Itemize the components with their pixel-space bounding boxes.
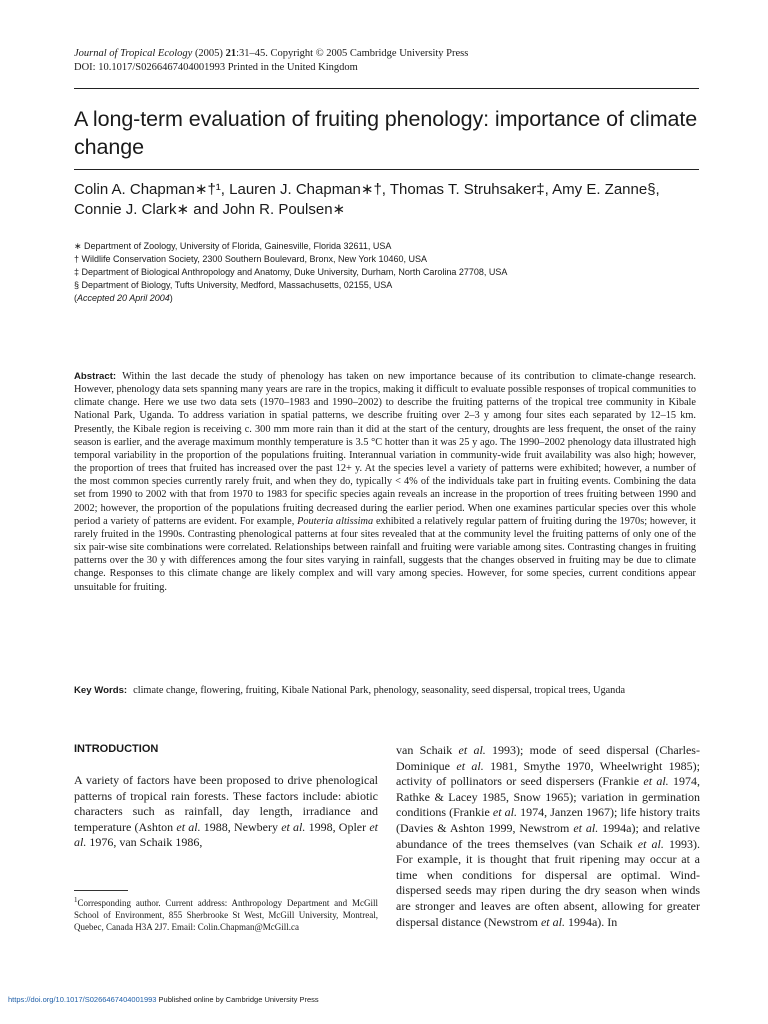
accepted-date-text: Accepted 20 April 2004 (77, 293, 170, 303)
text-run: 1976, van Schaik 1986, (86, 835, 203, 850)
journal-citation-line (74, 47, 694, 61)
keywords (74, 684, 696, 698)
affiliation-2: † Wildlife Conservation Society, 2300 Southern Boulevard, Bronx, New York 10460, USA (74, 254, 428, 264)
keywords-label: Key Words: (74, 685, 128, 696)
published-online-text: Published online by Cambridge University Press (156, 995, 319, 1004)
abstract-text-2: exhibited a relatively regular pattern of fruiting during the 1970s; however, it rarely fruited in the 1990s. Contrasting phenological patterns at four sites revealed that at the community level the fruiting patterns of only one of the six pair-wise site combinations were correlated. Relationships between rainfall and fruiting were variable among sites. Contrasting changes in fruiting patterns over the 30 y with differences among the four sites varying in rainfall, suggests that the changes observed in fruiting may be due to climate change. Responses to this climate change are likely complex and will vary among species. However, for some species, current conditions appear unsuitable for fruiting. (74, 515, 697, 593)
author-line-1: Colin A. Chapman∗†¹, Lauren J. Chapman∗†, Thomas T. Struhsaker‡, Amy E. Zanne§, (74, 181, 660, 198)
header-rule (74, 88, 699, 89)
keywords-text: climate change, flowering, fruiting, Kibale National Park, phenology, seasonality, seed dispersal, tropical trees, Uganda (133, 685, 626, 696)
abstract (74, 370, 696, 594)
text-run: 1981, Smythe 1970, Wheelwright 1985); activity of pollinators or seed dispersers (Frankie (396, 758, 701, 789)
footnote (74, 894, 378, 934)
affiliation-1: ∗ Department of Zoology, University of Florida, Gainesville, Florida 32611, USA (74, 241, 392, 251)
journal-doi-line: DOI: 10.1017/S0266467404001993 Printed in the United Kingdom (74, 61, 358, 73)
journal-name: Journal of Tropical Ecology (74, 48, 193, 59)
text-run: 1994a); and relative abundance of the trees themselves (van Schaik (396, 820, 701, 851)
text-run: van Schaik (396, 743, 459, 757)
text-run: 1998, Opler (305, 819, 370, 834)
text-run: 1974, Rathke & Lacey 1985, Snow 1965); variation in germination conditions (Frankie (396, 774, 700, 820)
et-al: et al. (637, 836, 664, 851)
publisher-footer (0, 995, 768, 1005)
footnote-mark: 1 (74, 896, 78, 904)
abstract-species-name: Pouteria altissima (297, 515, 374, 527)
doi-link[interactable]: https://doi.org/10.1017/S0266467404001993 (8, 995, 157, 1004)
author-list (74, 180, 704, 220)
journal-volume: 21 (225, 48, 237, 59)
text-run: 1993). For example, it is thought that fruit ripening may occur at a time when conditions for dispersal are optimal. Wind-dispersed seeds may ripen during the dry season when winds are stronger and leaves are often absent, allowing for greater dispersal distance (Newstrom (396, 836, 701, 929)
title-rule (74, 169, 699, 170)
affiliation-3: ‡ Department of Biological Anthropology and Anatomy, Duke University, Durham, North Carolina 27708, USA (74, 267, 508, 277)
et-al: et al. (540, 914, 565, 929)
abstract-text-1: Within the last decade the study of phenology has taken on new importance because of its contribution to climate-change research. However, phenology data sets spanning many years are rare in the tropics, making it difficult to evaluate possible responses of tropical communities to climate change. Here we use two data sets (1970–1983 and 1990–2002) to describe the fruiting patterns of the tropical tree community in Kibale National Park, Uganda. To address variation in spatial patterns, we describe fruiting over 2–3 y among four sites each separated by 12–15 km. Presently, the Kibale region is receiving c. 300 mm more rain than it did at the start of the century, droughts are less frequent, the onset of the rainy season is earlier, and the average maximum monthly temperature is 3.5 °C hotter than it was 25 y ago. The 1990–2002 phenology data illustrated high temporal variability in the proportion of the populations fruiting. Interannual variation in community-wide fruit availability was also high; however, the proportion of trees that fruited has increased over the past 12+ y. At the species level a variety of patterns were exhibited; however, a number of the most common species currently rarely fruit, and when they do, typically < 4% of the individuals take part in fruiting events. Combining the data set from 1990 to 2002 with that from 1970 to 1983 for specific species again reveals an increase in the proportion of trees fruiting between 1990 and 2002; however, the proportion of the populations fruiting decreased during the earlier period. When one examines particular species over this whole period a variety of patterns are evident. For example, (74, 371, 696, 527)
text-run: A variety of factors have been proposed to drive phenological patterns of tropical rain forests. These factors include: abiotic characters such as rainfall, day length, irradiance and temperature (Ashton (74, 773, 378, 834)
body-column-left (74, 773, 378, 851)
et-al: et al. (573, 820, 599, 835)
affiliations (74, 240, 714, 305)
et-al: et al. (74, 819, 378, 850)
journal-year: (2005) (194, 48, 223, 59)
journal-pages-copyright: :31–45. Copyright © 2005 Cambridge University Press (236, 48, 469, 59)
article-title: A long-term evaluation of fruiting phenology: importance of climate change (74, 107, 698, 159)
et-al: et al. (281, 819, 306, 834)
text-run: 1988, Newbery (200, 819, 282, 834)
journal-header (74, 47, 694, 74)
et-al: et al. (456, 758, 484, 773)
body-column-right (396, 743, 700, 930)
section-heading-introduction: INTRODUCTION (74, 743, 159, 755)
et-al: et al. (458, 743, 486, 757)
text-run: 1974, Janzen 1967); life history traits (Davies & Ashton 1999, Newstrom (396, 805, 701, 835)
affiliation-4: § Department of Biology, Tufts University, Medford, Massachusetts, 02155, USA (74, 280, 393, 290)
abstract-label: Abstract: (74, 371, 117, 382)
accepted-date: (Accepted 20 April 2004) (74, 293, 173, 303)
footnote-rule (74, 890, 128, 891)
et-al: et al. (643, 774, 669, 789)
text-run: 1994a). In (564, 914, 618, 929)
et-al: et al. (492, 805, 518, 820)
et-al: et al. (176, 819, 201, 834)
author-line-2: Connie J. Clark∗ and John R. Poulsen∗ (74, 201, 346, 218)
footnote-text: Corresponding author. Current address: Anthropology Department and McGill School of Environment, 855 Sherbrooke St West, McGill University, Montreal, Quebec, Canada H3A 2J7. Email: Colin.Chapman@McGill.ca (74, 898, 378, 933)
text-run: 1993); mode of seed dispersal (Charles-Dominique (396, 743, 700, 773)
